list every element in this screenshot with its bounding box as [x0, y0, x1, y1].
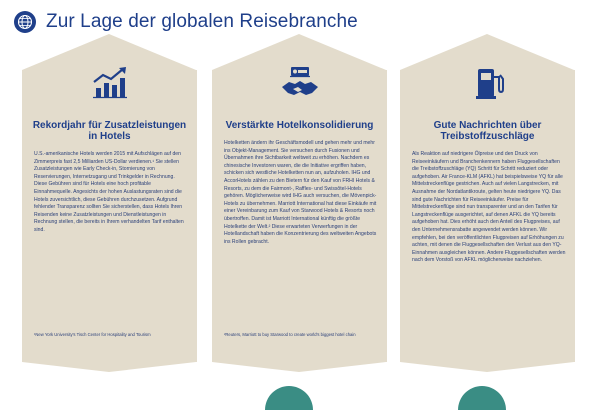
card-body: U.S.-amerikanische Hotels werden 2015 mit Aufschlägen auf den Zimmerpreis fast 2,5 Milliarden US-Dollar verdienen.¹ Sie stellen Zusatzleistungen wie Early Check-in, Stornierung von Reservierungen, Internetzugang und Trinkgelder in Rechnung. Diese Gebühren sind für Hotels eine hoch profitable Einnahmequelle. Angesichts der hohen Auslastungsraten sind die Hotels zuversichtlich, diese Gebühren durchzusetzen. Aufgrund fehlender Transparenz sollten Sie sicherstellen, dass Hotels Ihren Reisenden keine Zusatzleistungen und Dienstleistungen in Rechnung stellen, die bereits in Ihrem verhandelten Tarif enthalten sind.	[34, 151, 184, 233]
card-footnote: ²Reuters, Marriott to buy Starwood to create world's biggest hotel chain	[224, 332, 356, 337]
card-hotel-fees	[22, 70, 197, 362]
page-title: Zur Lage der globalen Reisebranche	[46, 11, 358, 32]
hotel-handshake-icon	[277, 60, 323, 106]
teal-circle-decoration	[265, 386, 313, 410]
card-footnote: ¹New York University's Tisch Center for Hospitality and Tourism	[34, 332, 151, 337]
teal-circle-decoration	[458, 386, 506, 410]
globe-icon	[14, 11, 36, 33]
card-hotel-consolidation	[212, 70, 387, 362]
card-title: Gute Nachrichten über Treibstoffzuschläge	[433, 120, 542, 142]
card-body: Als Reaktion auf niedrigere Ölpreise und den Druck von Reiseeinkäufern und Branchenkennern haben Fluggesellschaften die Treibstoffzuschläge (YQ) Schritt für Schritt reduziert oder aufgehoben. Air France-KLM (AFKL) hat beispielsweise YQ für alle Mittelstreckenflüge gestrichen. Auch auf vielen Langstrecken, mit Ausnahme der Nordatlantikroute, gelten heute niedrigere YQ. Das sind gute Nachrichten für Reiseeinkäufer. Preise für Mittelstreckenflüge sind nun transparenter und an den Tarifen für Langstreckenflüge ausgerichtet, auf denen AFKL die YQ bereits aufgehoben hat. Dies erhöht auch den Anteil des Flugpreises, auf den Unternehmensrabatte angewendet werden können. Wir empfehlen, bei den veröffentlichten Flugpreisen auf Erhöhungen zu achten, mit denen die Fluggesellschaften den Verlust aus den YQ-Einnahmen ausgleichen können. Andere Fluggesellschaften werden nach dem Vorstoß von AFKL möglicherweise nachziehen.	[412, 151, 566, 264]
page-header	[14, 7, 358, 37]
card-fuel-surcharges	[400, 70, 575, 362]
card-foot	[400, 362, 574, 372]
card-title: Rekordjahr für Zusatzleistungen in Hotels	[32, 120, 187, 142]
card-foot	[212, 362, 386, 372]
card-title: Verstärkte Hotelkonsolidierung	[225, 120, 374, 131]
fuel-pump-icon	[465, 60, 511, 106]
card-foot	[22, 362, 196, 372]
card-body: Hotelketten ändern ihr Geschäftsmodell und gehen mehr und mehr ins Objekt-Management. Sie versuchen durch Fusionen und Übernahmen ihre Sichtbarkeit weltweit zu erhöhen. Nachdem es chinesische Investoren waren, die die Initiative ergriffen haben, schicken sich westliche Hotelketten nun an, aufzuholen. IHG und AccorHotels zählen zu den Bietern für den Kauf von FRHI Hotels & Resorts, zu dem die Fairmont-, Raffles- und Swissôtel-Hotels gehören. Möglicherweise wird IHG auch versuchen, die Mövenpick-Hotels zu übernehmen. Marriott International hat diese Einkäufe mit einer Vereinbarung zum Kauf von Starwood Hotels & Resorts noch übertroffen. Damit ist Marriott International künftig die größte Hotelkette der Welt.² Diese erwarteten Verwerfungen in der Hotellandschaft haben die Konzentrierung des weltweiten Angebots ins Rollen gebracht.	[224, 140, 377, 245]
chart-rising-icon	[87, 60, 133, 106]
